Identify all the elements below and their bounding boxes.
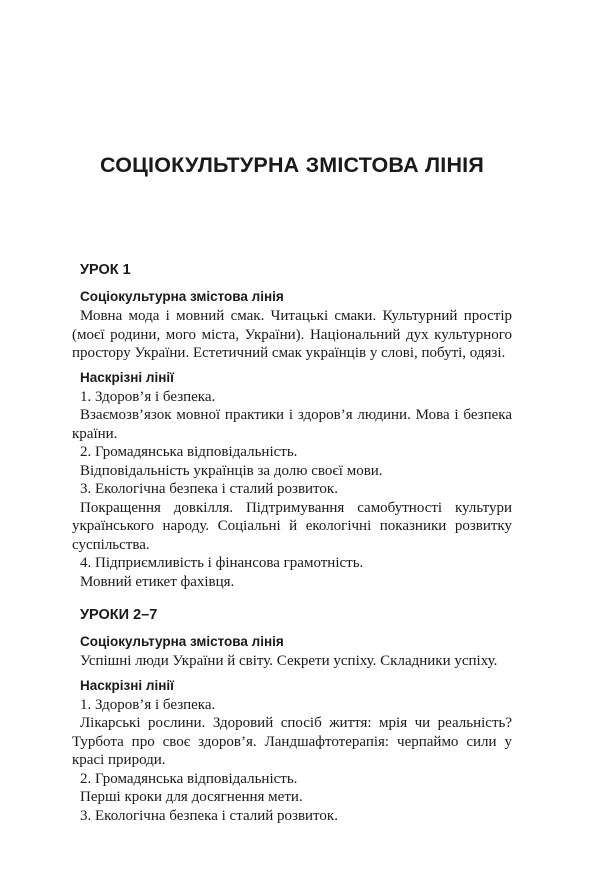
item-title: 1. Здоров’я і безпека.: [80, 388, 216, 405]
lesson-title: УРОК 1: [80, 262, 131, 278]
item-description: Мовний етикет фахівця.: [80, 573, 235, 590]
section-heading: Соціокультурна змістова лінія: [80, 289, 284, 304]
lesson-title: УРОКИ 2–7: [80, 607, 158, 623]
lines-heading: Наскрізні лінії: [80, 677, 174, 693]
item-title: 3. Екологічна безпека і сталий розвиток.: [80, 807, 338, 824]
list-item: [72, 696, 512, 770]
lines-heading: Наскрізні лінії: [80, 369, 174, 385]
list-item: [72, 554, 512, 591]
item-title: 3. Екологічна безпека і сталий розвиток.: [80, 481, 338, 497]
cross-cutting-lines: [72, 368, 512, 592]
item-description: Відповідальність українців за долю своєї мови.: [80, 462, 383, 479]
lesson-1: [72, 262, 512, 591]
page-content: [72, 262, 512, 825]
cross-cutting-lines: [72, 676, 512, 826]
list-item: [72, 807, 512, 826]
lesson-2-7: [72, 607, 512, 825]
item-description: Перші кроки для досягнення мети.: [80, 789, 303, 805]
item-description: Лікарські рослини. Здоровий спосіб життя: мрія чи реальність? Турбота про своє здоров’я. Ландшафтотерапія: черпаймо сили у красі природи.: [72, 715, 512, 768]
item-description: Покращення довкілля. Підтримування самобутності культури українського народу. Соціальні й екологічні показники розвитку суспільства.: [72, 499, 512, 553]
item-title: 1. Здоров’я і безпека.: [80, 696, 216, 713]
list-item: [72, 388, 512, 444]
list-item: [72, 480, 512, 554]
section-text: Мовна мода і мовний смак. Читацькі смаки. Культурний простір (моєї родини, мого міста, України). Національний дух культурного простору України. Естетичний смак українців у слові, побуті, одязі.: [72, 308, 512, 361]
list-item: [72, 770, 512, 807]
section-text: Успішні люди України й світу. Секрети успіху. Складники успіху.: [80, 653, 498, 669]
item-title: 2. Громадянська відповідальність.: [80, 770, 298, 787]
item-description: Взаємозв’язок мовної практики і здоров’я людини. Мова і безпека країни.: [72, 407, 512, 442]
chapter-title: СОЦІОКУЛЬТУРНА ЗМІСТОВА ЛІНІЯ: [100, 153, 485, 177]
item-title: 2. Громадянська відповідальність.: [80, 444, 298, 460]
list-item: [72, 443, 512, 480]
item-title: 4. Підприємливість і фінансова грамотність.: [80, 555, 364, 571]
section-heading: Соціокультурна змістова лінія: [80, 634, 284, 649]
